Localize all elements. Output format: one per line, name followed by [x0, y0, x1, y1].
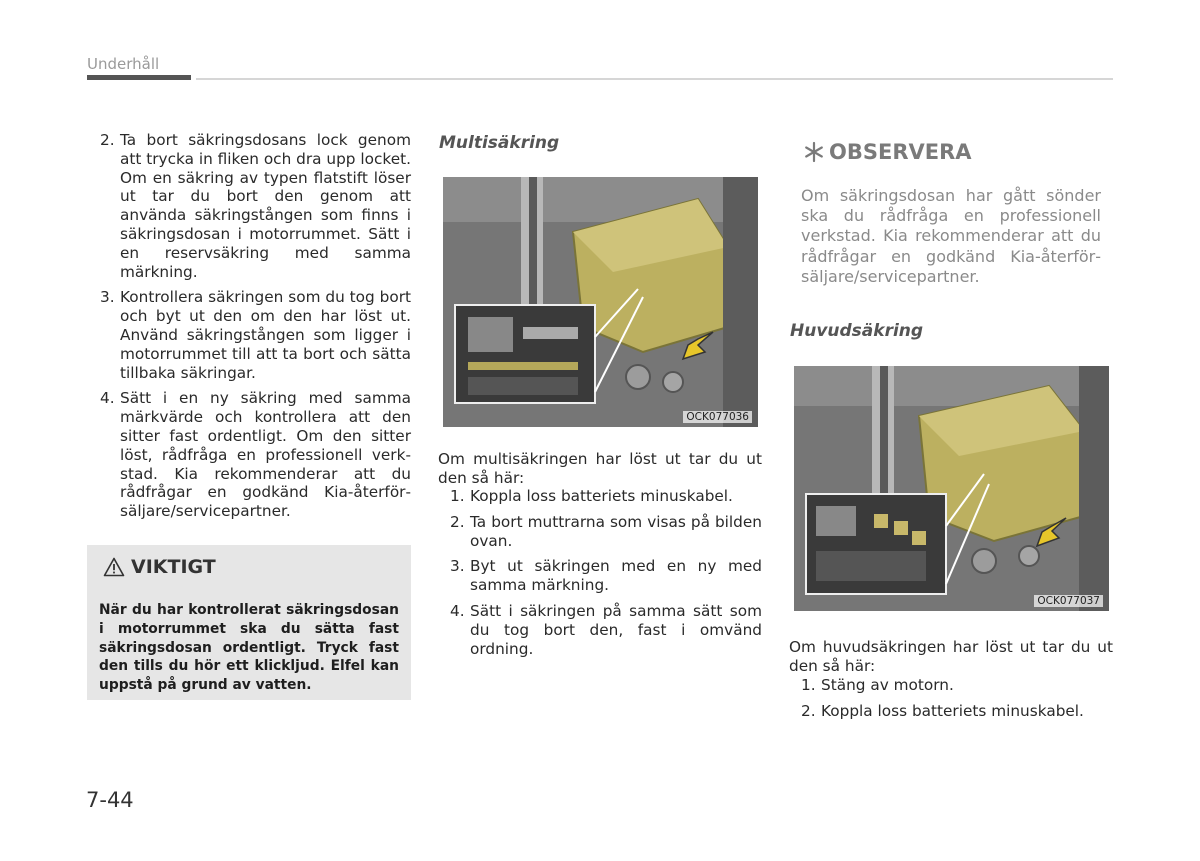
- multi-steps-list: [438, 487, 762, 665]
- warning-text: När du har kontrollerat säkringsdosan i motorrummet ska du sätta fast säkringsdosan ordentligt. Tryck fast den tills du hör ett klickljud. Elfel kan uppstå på grund av vatten.: [99, 602, 399, 694]
- image-code: OCK077036: [683, 411, 752, 423]
- multi-heading: Multisäkring: [439, 133, 560, 153]
- list-item: 2. Koppla loss batteriets minuskabel.: [801, 701, 1084, 720]
- list-item: 4. Sätt i en ny säkring med samma märkvärde och kontrollera att den sitter fast ordentligt. Om den sitter löst, rådfråga en professionell verkstad. Kia rekommenderar att du rådfrågar en godkänd Kia-återförsäljare/servicepartner.: [100, 389, 411, 521]
- main-intro: Om huvudsäkringen har löst ut tar du ut den så här:: [789, 638, 1113, 675]
- list-item: 3. Kontrollera säkringen som du tog bort och byt ut den om den har löst ut. Använd säkringstången som ligger i motorrummet till att ta bort och sätta tillbaka säkringar.: [100, 288, 411, 382]
- list-item: 1. Koppla loss batteriets minuskabel.: [450, 487, 733, 505]
- warning-triangle-icon: [103, 557, 125, 577]
- observera-heading: OBSERVERA: [803, 140, 972, 164]
- multi-intro: Om multisäkringen har löst ut tar du ut den så här:: [438, 450, 762, 487]
- main-steps-list: [789, 676, 1113, 728]
- list-item: 2. Ta bort säkringsdosans lock genom att trycka in fliken och dra upp locket. Om en säkring av typen flatstift löser ut tar du bort den genom att använda säkringstången som finns i säkringsdosan i motorrummet. Sätt i en reservsäkring med samma märkning.: [100, 131, 411, 281]
- engine-bay-illustration: [443, 177, 758, 427]
- main-heading: Huvudsäkring: [790, 321, 924, 341]
- left-steps-list: [88, 131, 411, 528]
- warning-box: [87, 545, 411, 700]
- engine-bay-illustration: [794, 366, 1109, 611]
- main-fuse-photo: [794, 366, 1109, 611]
- warning-heading: VIKTIGT: [103, 556, 216, 578]
- header-accent-bar: [87, 75, 191, 80]
- observera-text: Om säkringsdosan har gått sönder ska du rådfråga en professionell verkstad. Kia rekommenderar att du rådfrågar en godkänd Kia-återförsäljare/servicepartner.: [801, 186, 1101, 286]
- header-divider: [196, 78, 1113, 80]
- page-number: 7-44: [86, 788, 134, 812]
- image-code: OCK077037: [1034, 595, 1103, 607]
- list-item: 4. Sätt i säkringen på samma sätt som du tog bort den, fast i omvänd ordning.: [450, 601, 762, 658]
- section-title: Underhåll: [87, 55, 160, 73]
- multi-fuse-photo: [443, 177, 758, 427]
- list-item: 3. Byt ut säkringen med en ny med samma märkning.: [450, 557, 762, 595]
- list-item: 2. Ta bort muttrarna som visas på bilden ovan.: [450, 512, 762, 550]
- asterisk-icon: [803, 141, 825, 163]
- list-item: 1. Stäng av motorn.: [801, 676, 954, 694]
